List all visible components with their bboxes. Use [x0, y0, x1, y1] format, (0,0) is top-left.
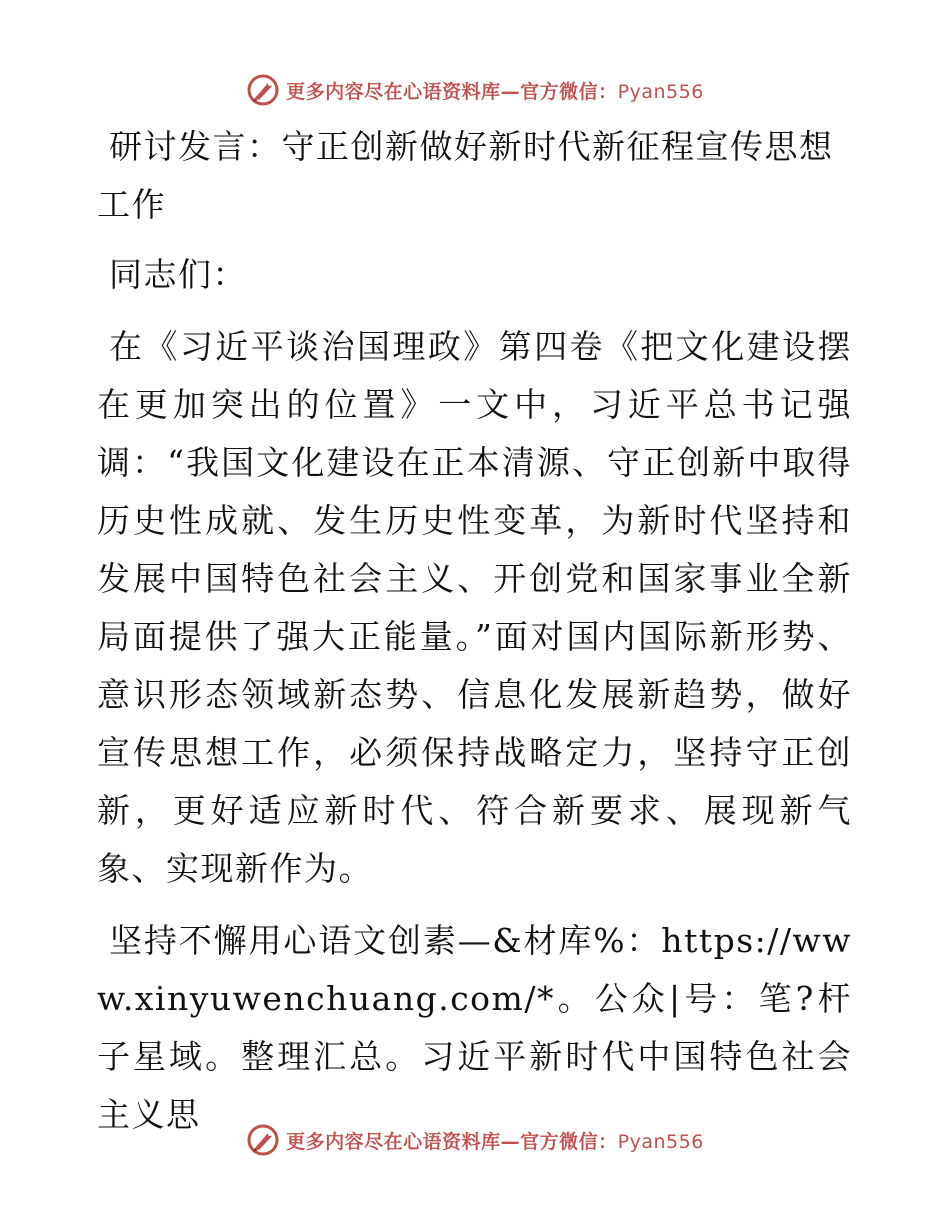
- watermark-text-footer: 更多内容尽在心语资料库—官方微信：Pyan556: [286, 1130, 704, 1153]
- paragraph-2: 坚持不懈用心语文创素—&材库%：https://www.xinyuwenchuang.com/*。公众|号：笔?杆子星域。整理汇总。习近平新时代中国特色社会主义思: [97, 921, 852, 1134]
- document-body: [97, 118, 852, 1144]
- paragraph-1: 在《习近平谈治国理政》第四卷《把文化建设摆在更加突出的位置》一文中，习近平总书记强调：“我国文化建设在正本清源、守正创新中取得历史性成就、发生历史性变革，为新时代坚持和发展中国特色社会主义、开创党和国家事业全新局面提供了强大正能量。”面对国内国际新形势、意识形态领域新态势、信息化发展新趋势，做好宣传思想工作，必须保持战略定力，坚持守正创新，更好适应新时代、符合新要求、展现新气象、实现新作为。: [97, 327, 852, 888]
- watermark-group: [246, 73, 704, 107]
- pen-logo-icon: [246, 73, 280, 107]
- document-title: 研讨发言：守正创新做好新时代新征程宣传思想工作: [97, 127, 834, 224]
- watermark-group-footer: [246, 1123, 704, 1157]
- greeting: 同志们：: [109, 255, 247, 294]
- pen-logo-icon: [246, 1123, 280, 1157]
- watermark-account: Pyan556: [617, 80, 704, 103]
- watermark-account-footer: Pyan556: [617, 1130, 704, 1153]
- header-watermark: [0, 70, 950, 110]
- watermark-text: 更多内容尽在心语资料库—官方微信：Pyan556: [286, 80, 704, 103]
- footer-watermark: [0, 1120, 950, 1160]
